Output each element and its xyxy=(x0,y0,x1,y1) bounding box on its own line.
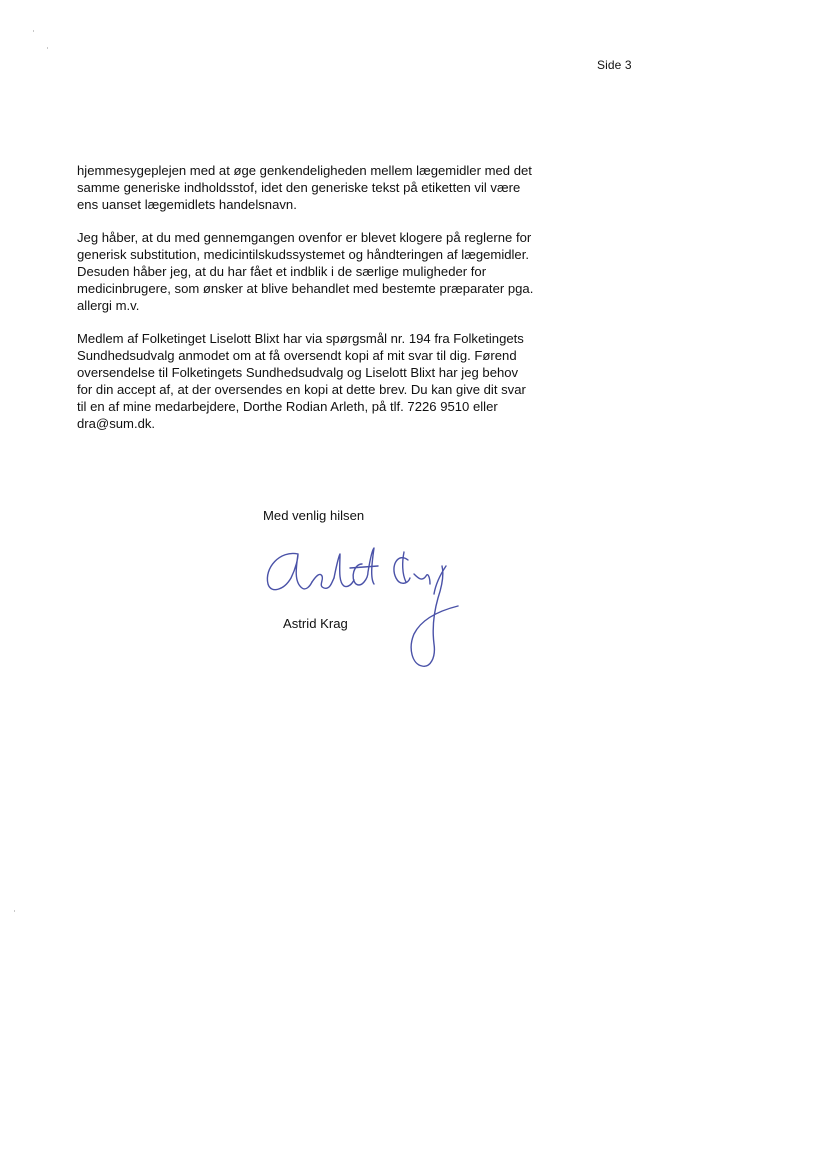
text-line: oversendelse til Folketingets Sundhedsudvalg og Liselott Blixt har jeg behov xyxy=(77,365,519,380)
text-line: samme generiske indholdsstof, idet den generiske tekst på etiketten vil være xyxy=(77,180,521,195)
text-line: ens uanset lægemidlets handelsnavn. xyxy=(77,197,297,212)
signer-name: Astrid Krag xyxy=(283,616,348,631)
text-line: dra@sum.dk. xyxy=(77,416,156,431)
text-line: medicinbrugere, som ønsker at blive behandlet med bestemte præparater pga. xyxy=(77,281,534,296)
handwritten-signature xyxy=(258,538,468,673)
paragraph xyxy=(77,162,577,213)
text-line: for din accept af, at der oversendes en kopi at dette brev. Du kan give dit svar xyxy=(77,382,526,397)
text-line: Medlem af Folketinget Liselott Blixt har via spørgsmål nr. 194 fra Folketingets xyxy=(77,331,524,346)
letter-body xyxy=(77,162,577,448)
paragraph xyxy=(77,330,577,432)
scan-speck xyxy=(14,910,15,912)
scan-speck xyxy=(47,47,48,49)
text-line: til en af mine medarbejdere, Dorthe Rodian Arleth, på tlf. 7226 9510 eller xyxy=(77,399,498,414)
text-line: Sundhedsudvalg anmodet om at få oversendt kopi af mit svar til dig. Førend xyxy=(77,348,517,363)
text-line: generisk substitution, medicintilskudssystemet og håndteringen af lægemidler. xyxy=(77,247,529,262)
text-line: allergi m.v. xyxy=(77,298,140,313)
closing-salutation: Med venlig hilsen xyxy=(263,508,365,523)
text-line: hjemmesygeplejen med at øge genkendeligheden mellem lægemidler med det xyxy=(77,163,532,178)
scan-speck xyxy=(33,30,34,32)
text-line: Desuden håber jeg, at du har fået et indblik i de særlige muligheder for xyxy=(77,264,487,279)
text-line: Jeg håber, at du med gennemgangen ovenfor er blevet klogere på reglerne for xyxy=(77,230,532,245)
paragraph xyxy=(77,229,577,314)
page-number: Side 3 xyxy=(597,58,632,72)
